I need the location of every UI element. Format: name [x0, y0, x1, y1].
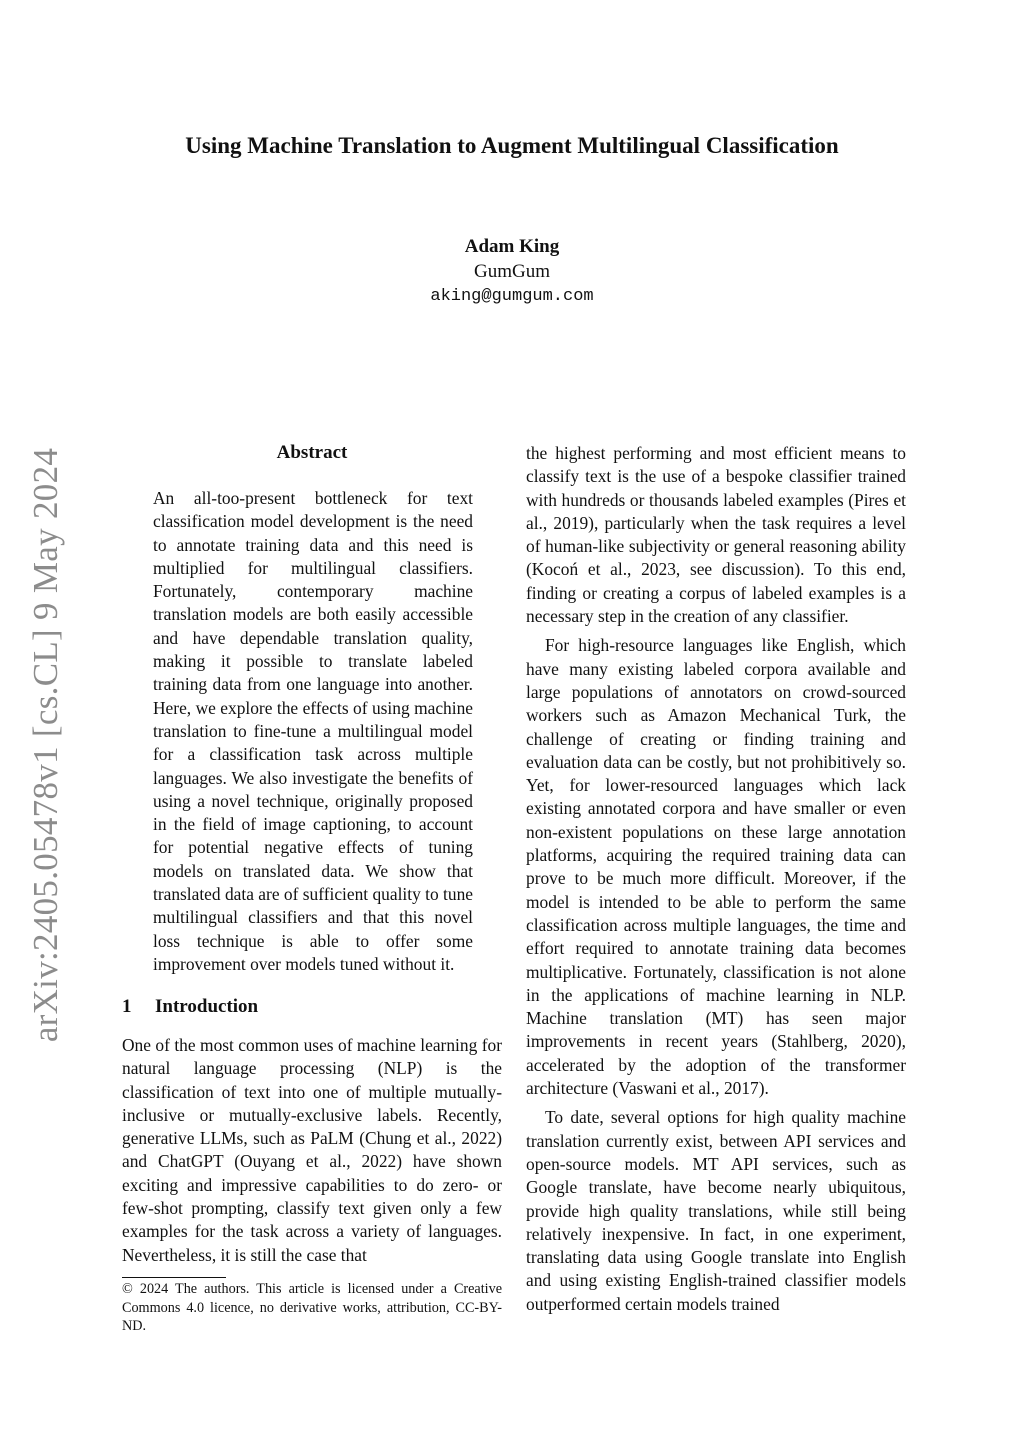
intro-paragraph-right-1: the highest performing and most efficient means to classify text is the use of a bespoke classifier trained with hundreds or thousands labeled examples (Pires et al., 2019), particularly when the task requires a level of human-like subjectivity or general reasoning ability (Kocoń et al., 2023, see discussion). To this end, finding or creating a corpus of labeled examples is a necessary step in the creation of any classifier.: [526, 443, 906, 627]
paper-title: Using Machine Translation to Augment Multilingual Classification: [185, 133, 839, 158]
section-title: Introduction: [155, 996, 259, 1017]
section-number: 1: [122, 996, 132, 1017]
intro-paragraph-left: One of the most common uses of machine learning for natural language processing (NLP) is the classification of text into one of multiple mutually-inclusive or mutually-exclusive labels. Recently, generative LLMs, such as PaLM (Chung et al., 2022) and ChatGPT (Ouyang et al., 2022) have shown exciting and impressive capabilities to do zero- or few-shot prompting, classify text given only a few examples for the task across a variety of languages. Nevertheless, it is still the case that: [122, 1035, 502, 1265]
footnote-license: © 2024 The authors. This article is licensed under a Creative Commons 4.0 licence, no derivative works, attribution, CC-BY-ND.: [122, 1281, 502, 1334]
footnote-divider: [122, 1277, 226, 1278]
section-heading-introduction: [122, 994, 502, 1020]
abstract-heading: Abstract: [276, 442, 348, 463]
abstract-text: An all-too-present bottleneck for text classification model development is the need to annotate training data and this need is multiplied for multilingual classifiers. Fortunately, contemporary machine translation models are both easily accessible and have dependable translation quality, making it possible to translate labeled training data from one language into another. Here, we explore the effects of using machine translation to fine-tune a multilingual model for a classification task across multiple languages. We also investigate the benefits of using a novel technique, originally proposed in the field of image captioning, to account for potential negative effects of tuning models on translated data. We show that translated data are of sufficient quality to tune multilingual classifiers and that this novel loss technique is able to offer some improvement over models tuned without it.: [153, 488, 473, 974]
author-email: aking@gumgum.com: [430, 287, 594, 306]
author-block: [0, 234, 1024, 310]
author-name: Adam King: [464, 236, 560, 257]
intro-paragraph-right-3: To date, several options for high quality machine translation currently exist, between API services and open-source models. MT API services, such as Google translate, have become nearly ubiquitous, provide high quality translations, while still being relatively inexpensive. In fact, in one experiment, translating data using Google translate into English and using existing English-trained classifier models outperformed certain models trained: [526, 1107, 906, 1314]
author-affiliation: GumGum: [474, 261, 550, 282]
right-column: [526, 442, 906, 1316]
intro-paragraph-right-2: For high-resource languages like English, which have many existing labeled corpora available and large populations of annotators on crowd-sourced workers such as Amazon Mechanical Turk, the challenge of creating or finding training and evaluation data can be costly, but not prohibitively so. Yet, for lower-resourced languages which lack existing annotated corpora and have smaller or even non-existent populations on these large annotation platforms, acquiring the required training data can prove to be much more difficult. Moreover, if the model is intended to be able to perform the same classification across multiple languages, the time and effort required to annotate training data becomes multiplicative. Fortunately, classification is not alone in the applications of machine learning in NLP. Machine translation (MT) has seen major improvements in recent years (Stahlberg, 2020), accelerated by the adoption of the transformer architecture (Vaswani et al., 2017).: [526, 635, 906, 1099]
arxiv-identifier-watermark: arXiv:2405.05478v1 [cs.CL] 9 May 2024: [26, 447, 65, 1043]
